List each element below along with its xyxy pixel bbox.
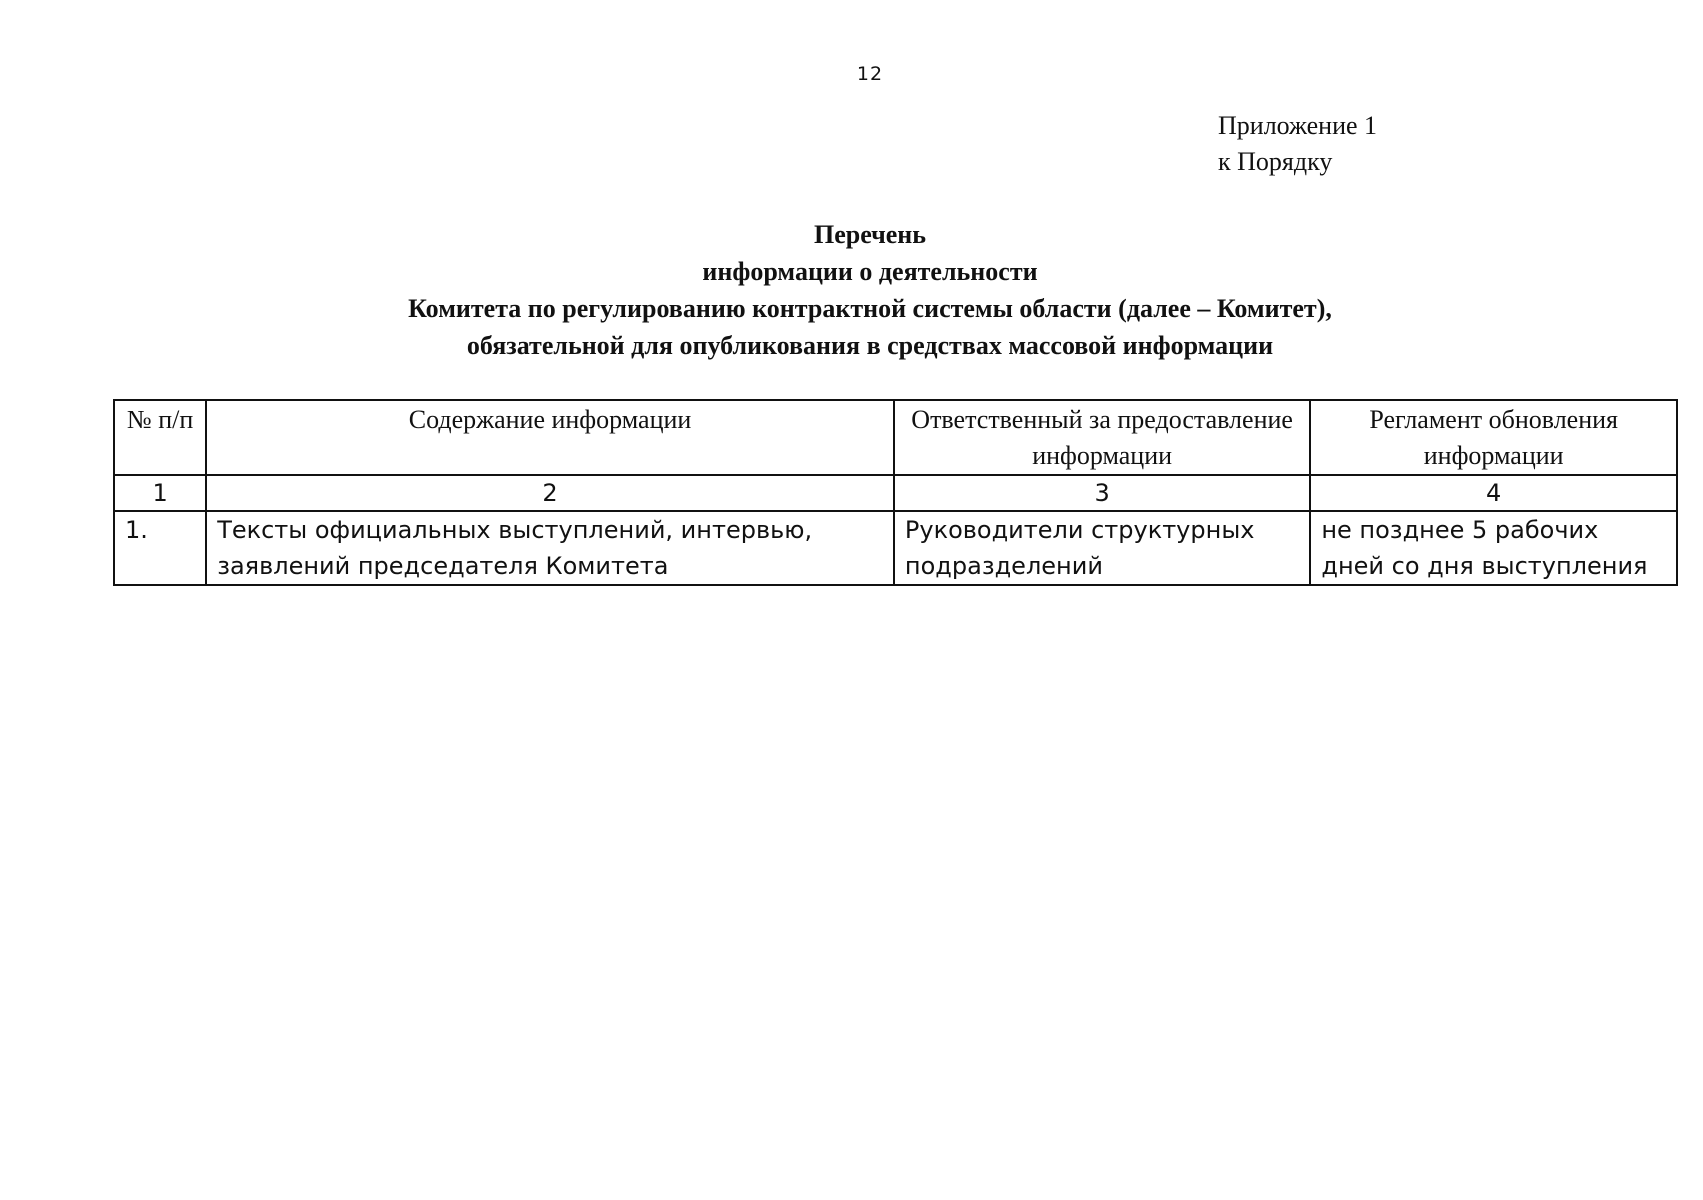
title-line-4: обязательной для опубликования в средствах массовой информации: [466, 331, 1274, 360]
document-title: [250, 216, 1490, 364]
column-number: 3: [894, 475, 1310, 511]
column-number: 4: [1310, 475, 1677, 511]
appendix-line-1: Приложение 1: [1218, 111, 1378, 140]
row-responsible: Руководители структурных подразделений: [894, 511, 1310, 585]
header-content: Содержание информации: [206, 400, 894, 475]
information-table: [113, 399, 1678, 586]
title-line-2: информации о деятельности: [702, 257, 1038, 286]
header-schedule: Регламент обновления информации: [1310, 400, 1677, 475]
appendix-reference: [1218, 108, 1377, 180]
header-number: № п/п: [114, 400, 206, 475]
title-line-3: Комитета по регулированию контрактной системы области (далее – Комитет),: [408, 294, 1332, 323]
row-schedule: не позднее 5 рабочих дней со дня выступления: [1310, 511, 1677, 585]
table-header-row: [114, 400, 1677, 475]
row-number: 1.: [114, 511, 206, 585]
title-line-1: Перечень: [813, 220, 927, 249]
column-number: 1: [114, 475, 206, 511]
header-responsible: Ответственный за предоставление информации: [894, 400, 1310, 475]
page-number: 12: [856, 63, 884, 85]
appendix-line-2: к Порядку: [1218, 147, 1333, 176]
column-number-row: [114, 475, 1677, 511]
table-row: [114, 511, 1677, 585]
row-content: Тексты официальных выступлений, интервью, заявлений председателя Комитета: [206, 511, 894, 585]
column-number: 2: [206, 475, 894, 511]
